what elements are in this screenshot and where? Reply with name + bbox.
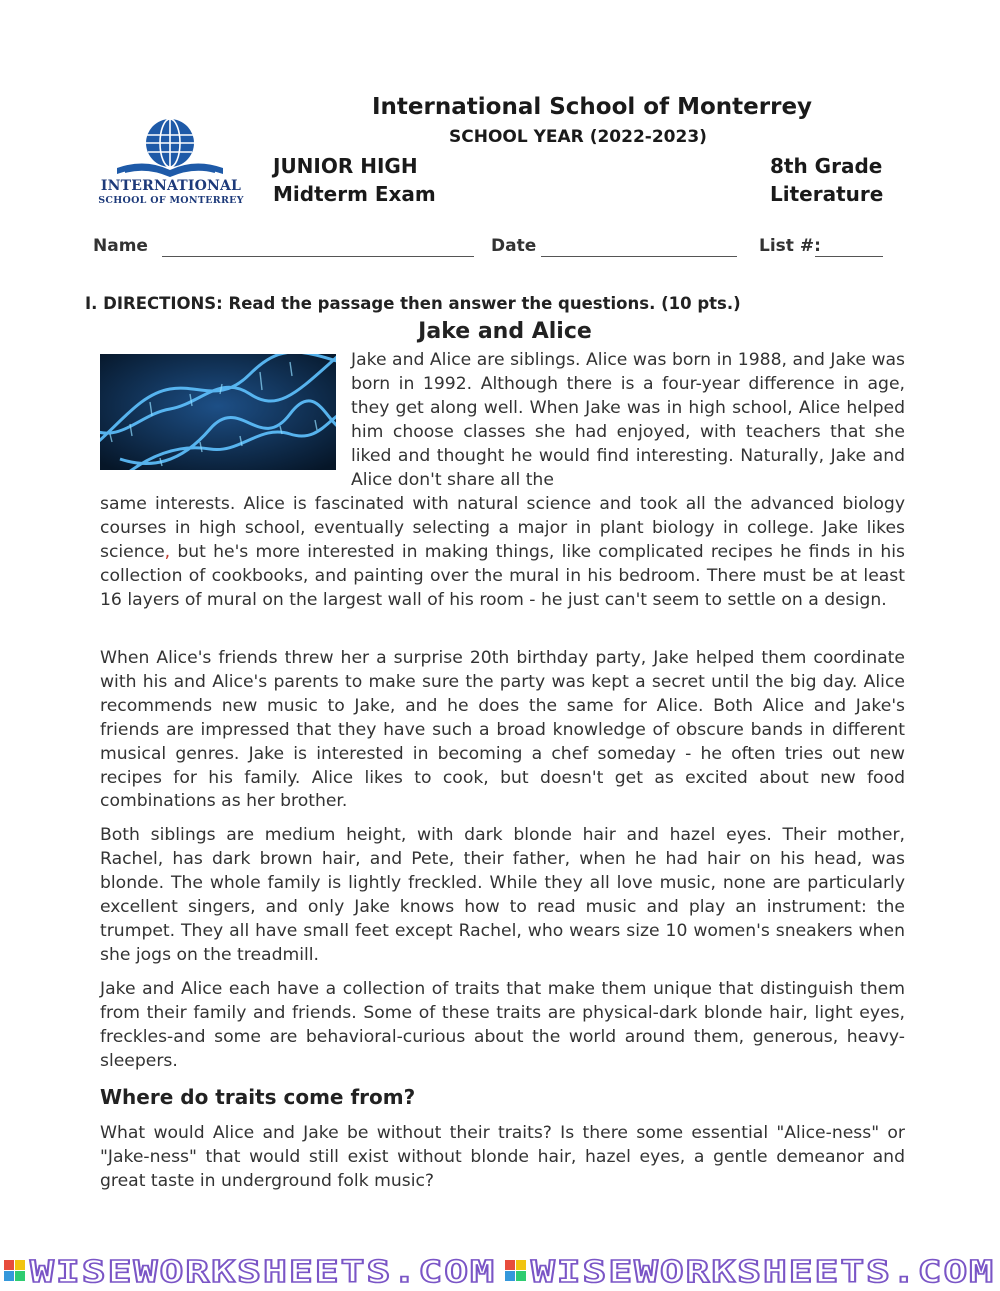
dna-helix-image <box>100 354 336 470</box>
directions: I. DIRECTIONS: Read the passage then answer the questions. (10 pts.) <box>85 294 741 313</box>
paragraph-1-wrap: Jake and Alice are siblings. Alice was born in 1988, and Jake was born in 1992. Although there is a four-year difference in age, they get along well. When Jake was in high school, Alice helped him choose classes she had enjoyed, with teachers that she liked and thought he would find interesting. Naturally, Jake and Alice don't share all the <box>351 350 905 490</box>
school-name: International School of Monterrey <box>372 94 813 120</box>
red-comma: , <box>164 541 171 562</box>
watermark-text: WISEWORKSHEETS.COM <box>30 1255 496 1290</box>
passage-title: Jake and Alice <box>418 319 592 344</box>
paragraph-5: What would Alice and Jake be without their traits? Is there some essential "Alice-ness" or "Jake-ness" that would still exist without blonde hair, hazel eyes, a gentle demeanor and great taste in underground folk music? <box>100 1123 905 1191</box>
paragraph-1-continued <box>100 493 905 613</box>
name-label: Name <box>93 236 148 256</box>
date-field[interactable] <box>541 256 737 257</box>
watermark-logo-icon <box>4 1260 25 1281</box>
logo-text-line1: INTERNATIONAL <box>100 178 242 194</box>
subheading: Where do traits come from? <box>100 1085 416 1109</box>
level-label: JUNIOR HIGH <box>273 154 418 178</box>
logo-text-line2: SCHOOL OF MONTERREY <box>98 195 244 206</box>
grade-label: 8th Grade <box>770 154 883 178</box>
watermark-logo-icon-2 <box>505 1260 526 1281</box>
list-number-field[interactable] <box>815 256 883 257</box>
date-label: Date <box>491 236 537 256</box>
watermark-banner <box>0 1252 1000 1291</box>
exam-label: Midterm Exam <box>273 182 436 206</box>
watermark-text-2: WISEWORKSHEETS.COM <box>531 1255 995 1290</box>
school-year: SCHOOL YEAR (2022-2023) <box>449 127 707 147</box>
paragraph-4: Jake and Alice each have a collection of traits that make them unique that distinguish them from their family and friends. Some of these traits are physical-dark blonde hair, light eyes, freckles-and some are behavioral-curious about the world around them, generous, heavy-sleepers. <box>100 979 905 1071</box>
subject-label: Literature <box>770 182 884 206</box>
paragraph-3: Both siblings are medium height, with dark blonde hair and hazel eyes. Their mother, Rachel, has dark brown hair, and Pete, their father, when he had hair on his head, was blonde. The whole family is lightly freckled. While they all love music, none are particularly excellent singers, and only Jake knows how to read music and play an instrument: the trumpet. They all have small feet except Rachel, who wears size 10 women's sneakers when she jogs on the treadmill. <box>100 825 905 965</box>
paragraph-1-part-a: same interests. Alice is fascinated with natural science and took all the advanced biology courses in high school, eventually selecting a major in plant biology in college. Jake likes science <box>100 494 905 562</box>
list-label: List #: <box>759 236 821 256</box>
paragraph-2: When Alice's friends threw her a surprise 20th birthday party, Jake helped them coordinate with his and Alice's parents to make sure the party was kept a secret until the big day. Alice recommends new music to Jake, and he does the same for Alice. Both Alice and Jake's friends are impressed that they have such a broad knowledge of obscure bands in different musical genres. Jake is interested in becoming a chef someday - he often tries out new recipes for his family. Alice likes to cook, but doesn't get as excited about new food combinations as her brother. <box>100 648 905 812</box>
paragraph-1-part-b: but he's more interested in making things, like complicated recipes he finds in his collection of cookbooks, and painting over the mural in his bedroom. There must be at least 16 layers of mural on the largest wall of his room - he just can't seem to settle on a design. <box>100 541 905 610</box>
name-field[interactable] <box>162 256 474 257</box>
